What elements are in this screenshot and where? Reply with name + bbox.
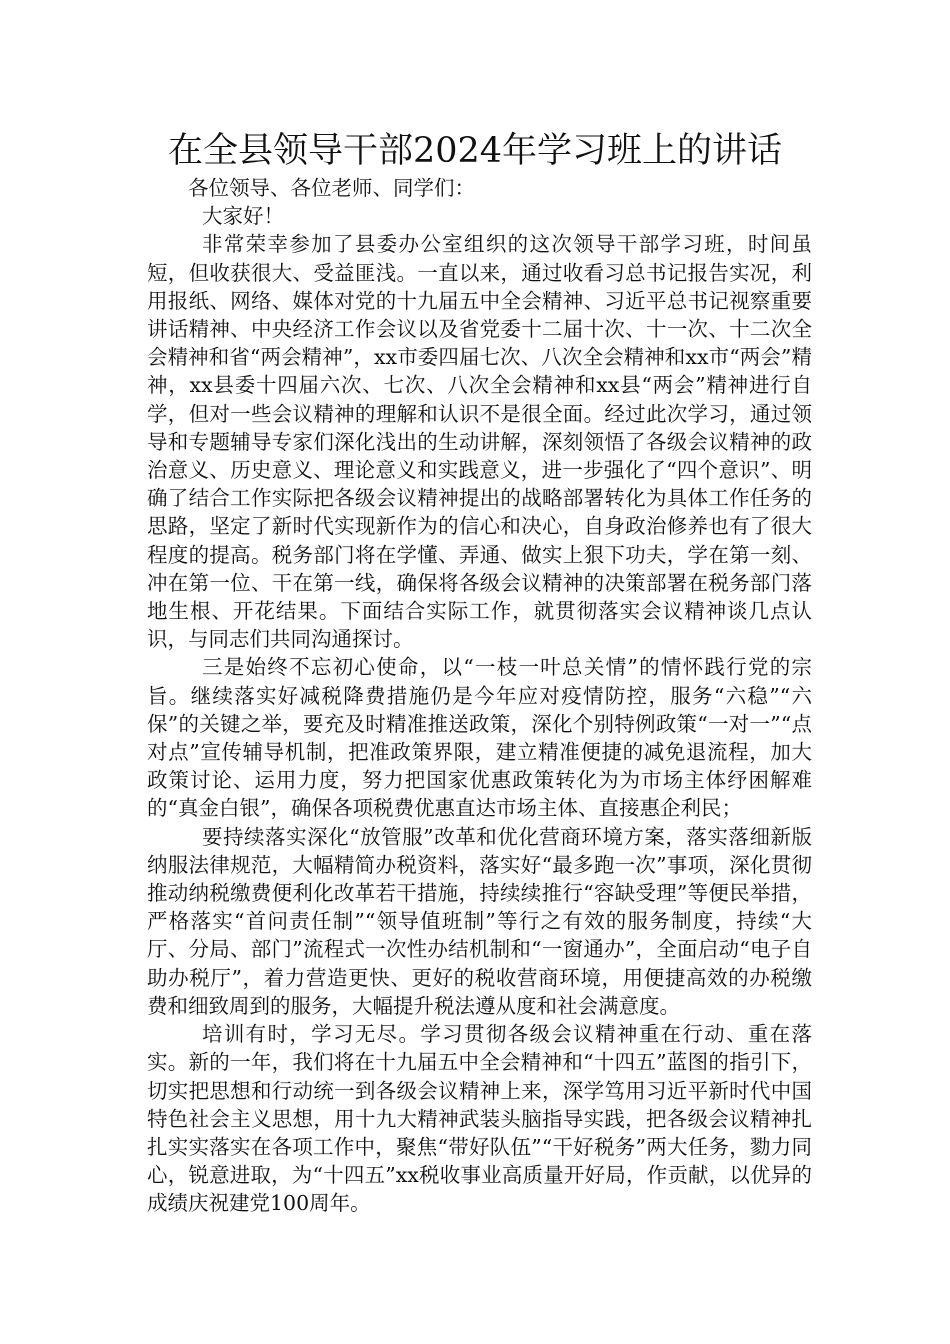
paragraph-intro: 非常荣幸参加了县委办公室组织的这次领导干部学习班，时间虽短，但收获很大、受益匪浅。一直以来，通过收看习总书记报告实况，利用报纸、网络、媒体对党的十九届五中全会精神、习近平总书记视察重要讲话精神、中央经济工作会议以及省党委十二届十次、十一次、十二次全会精神和省“两会精神”，xx市委四届七次、八次全会精神和xx市“两会”精神，xx县委十四届六次、七次、八次全会精神和xx县“两会”精神进行自学，但对一些会议精神的理解和认识不是很全面。经过此次学习，通过领导和专题辅导专家们深化浅出的生动讲解，深刻领悟了各级会议精神的政治意义、历史意义、理论意义和实践意义，进一步强化了“四个意识”、明确了结合工作实际把各级会议精神提出的战略部署转化为具体工作任务的思路，坚定了新时代实现新作为的信心和决心，自身政治修养也有了很大程度的提高。税务部门将在学懂、弄通、做实上狠下功夫，学在第一刻、冲在第一位、干在第一线，确保将各级会议精神的决策部署在税务部门落地生根、开花结果。下面结合实际工作，就贯彻落实会议精神谈几点认识，与同志们共同沟通探讨。 — [147, 232, 812, 652]
paragraph-business-environment: 要持续落实深化“放管服”改革和优化营商环境方案，落实落细新版纳服法律规范，大幅精简办税资料，落实好“最多跑一次”事项，深化贯彻推动纳税缴费便利化改革若干措施，持续续推行“容缺受理”等便民举措，严格落实“首问责任制”“领导值班制”等行之有效的服务制度，持续“大厅、分局、部门”流程式一次性办结机制和“一窗通办”，全面启动“电子自助办税厅”，着力营造更快、更好的税收营商环境，用便捷高效的办税缴费和细致周到的服务，大幅提升税法遵从度和社会满意度。 — [147, 824, 812, 1018]
greeting: 大家好！ — [202, 204, 284, 229]
salutation: 各位领导、各位老师、同学们： — [188, 176, 475, 200]
paragraph-point-three: 三是始终不忘初心使命，以“一枝一叶总关情”的情怀践行党的宗旨。继续落实好减税降费措施仍是今年应对疫情防控，服务“六稳”“六保”的关键之举，要充及时精准推送政策，深化个别特例政策“一对一”“点对点”宣传辅导机制，把准政策界限，建立精准便捷的减免退流程，加大政策讨论、运用力度，努力把国家优惠政策转化为为市场主体纾困解难的“真金白银”，确保各项税费优惠直达市场主体、直接惠企利民； — [147, 655, 812, 821]
paragraph-conclusion: 培训有时，学习无尽。学习贯彻各级会议精神重在行动、重在落实。新的一年，我们将在十九届五中全会精神和“十四五”蓝图的指引下，切实把思想和行动统一到各级会议精神上来，深学笃用习近平新时代中国特色社会主义思想，用十九大精神武装头脑指导实践，把各级会议精神扎扎实实落实在各项工作中，聚焦“带好队伍”“干好税务”两大任务，勠力同心，锐意进取，为“十四五”xx税收事业高质量开好局，作贡献，以优异的成绩庆祝建党100周年。 — [147, 1022, 812, 1216]
document-title: 在全县领导干部2024年学习班上的讲话 — [167, 131, 783, 171]
document-body — [147, 174, 812, 1218]
